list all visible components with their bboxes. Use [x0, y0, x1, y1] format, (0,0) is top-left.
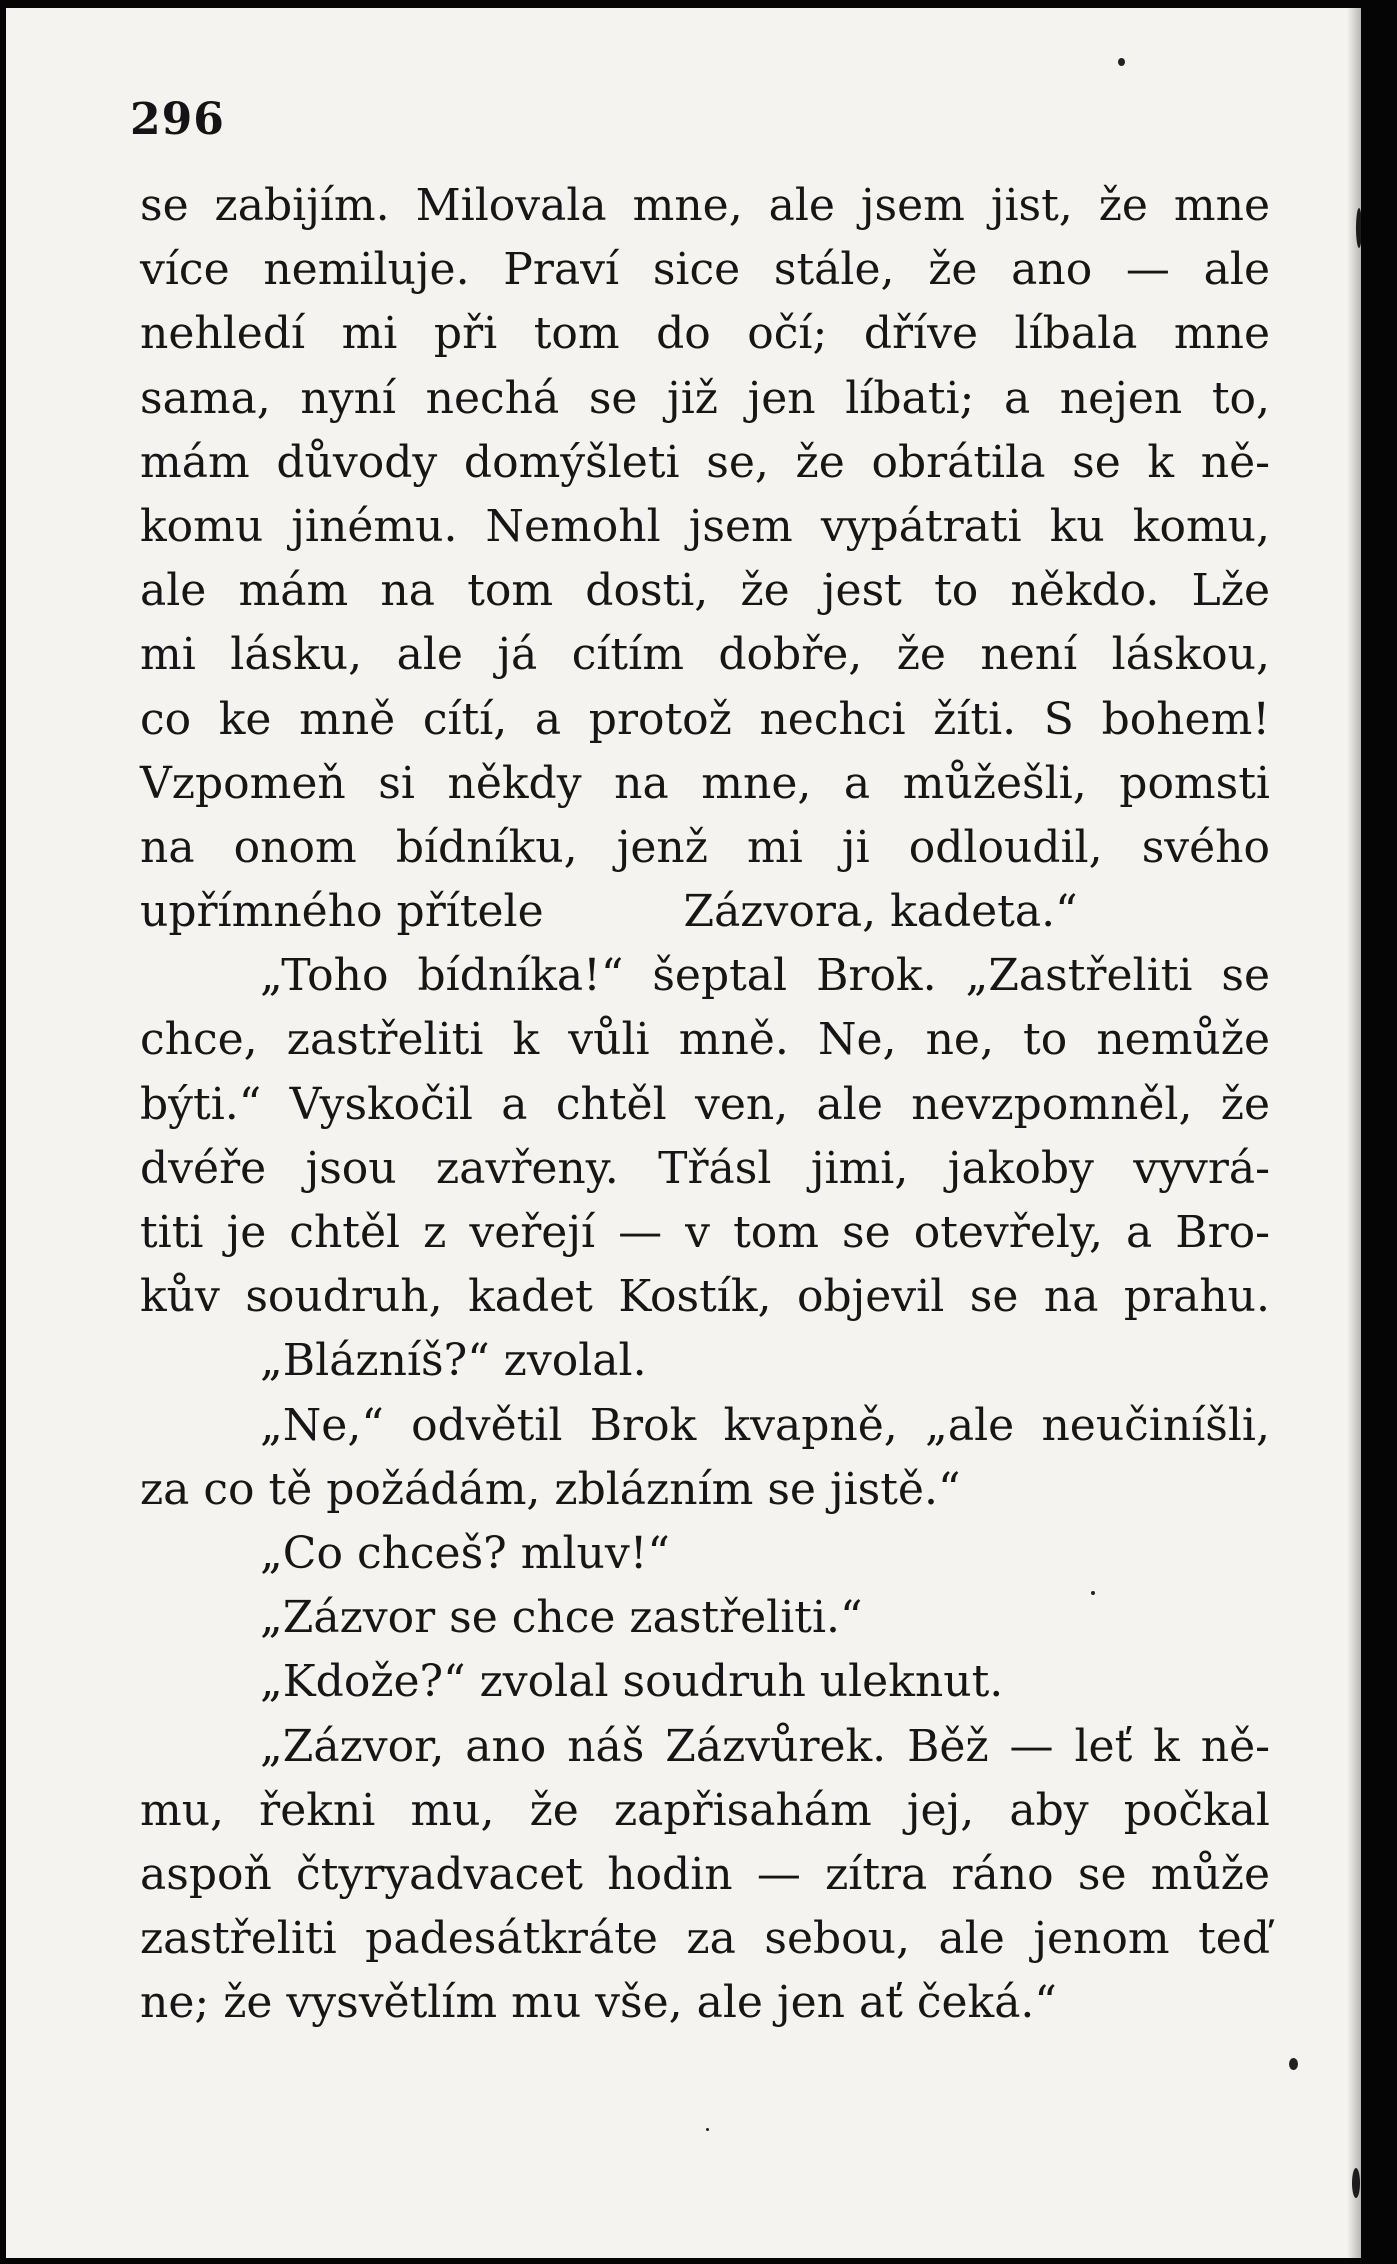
text-line: na onom bídníku, jenž mi ji odloudil, svého	[140, 821, 1270, 873]
text-line: mám důvody domýšleti se, že obrátila se k ně-	[140, 436, 1270, 488]
text-line: co ke mně cítí, a protož nechci žíti. S bohem!	[140, 693, 1270, 745]
text-line: mu, řekni mu, že zapřisahám jej, aby počkal	[140, 1784, 1270, 1836]
text-line: „Zázvor se chce zastřeliti.“	[260, 1592, 863, 1644]
text-line: titi je chtěl z veřejí — v tom se otevřely, a Bro-	[140, 1207, 1270, 1258]
text-line: mi lásku, ale já cítím dobře, že není láskou,	[140, 629, 1270, 681]
page-number: 296	[130, 94, 225, 145]
text-line: „Blázníš?“ zvolal.	[260, 1335, 647, 1387]
text-line: „Toho bídníka!“ šeptal Brok. „Zastřeliti se	[260, 950, 1270, 1002]
text-line: ne; že vysvětlím mu vše, ale jen ať čeká.“	[140, 1977, 1057, 2029]
text-line: ale mám na tom dosti, že jest to někdo. Lže	[140, 565, 1270, 617]
text-line: více nemiluje. Praví sice stále, že ano — ale	[140, 244, 1270, 296]
book-page	[6, 8, 1361, 2258]
text-line: „Co chceš? mluv!“	[260, 1527, 670, 1579]
text-line: sama, nyní nechá se již jen líbati; a nejen to,	[140, 372, 1270, 424]
scan-speck	[1289, 2058, 1298, 2070]
text-line: „Ne,“ odvětil Brok kvapně, „ale neučiníšli,	[260, 1399, 1270, 1451]
text-line: Vzpomeň si někdy na mne, a můžešli, pomsti	[140, 757, 1270, 809]
text-line: „Kdože?“ zvolal soudruh uleknut.	[260, 1656, 1004, 1708]
scan-speck	[706, 2128, 709, 2131]
body-text	[140, 174, 1270, 2035]
text-line: komu jinému. Nemohl jsem vypátrati ku komu,	[140, 500, 1270, 552]
text-line: zastřeliti padesátkráte za sebou, ale jenom teď	[140, 1913, 1270, 1965]
text-line: za co tě požádám, zblázním se jistě.“	[140, 1463, 961, 1515]
text-line: chce, zastřeliti k vůli mně. Ne, ne, to nemůže	[140, 1014, 1270, 1066]
text-line: býti.“ Vyskočil a chtěl ven, ale nevzpomněl, že	[140, 1078, 1270, 1130]
text-line: aspoň čtyryadvacet hodin — zítra ráno se může	[140, 1848, 1270, 1900]
text-line: se zabijím. Milovala mne, ale jsem jist, že mne	[140, 180, 1270, 231]
text-line: „Zázvor, ano náš Zázvůrek. Běž — leť k ně-	[260, 1720, 1270, 1772]
text-line: upřímného přítele Zázvora, kadeta.“	[140, 886, 1078, 938]
page-edge-shadow	[1347, 8, 1361, 2258]
text-line: nehledí mi při tom do očí; dříve líbala mne	[140, 308, 1270, 360]
scan-speck	[1118, 58, 1125, 66]
scan-speck	[1091, 1591, 1095, 1595]
text-line: kův soudruh, kadet Kostík, objevil se na prahu.	[140, 1271, 1270, 1323]
text-line: dvéře jsou zavřeny. Třásl jimi, jakoby vyvrá-	[140, 1142, 1270, 1194]
